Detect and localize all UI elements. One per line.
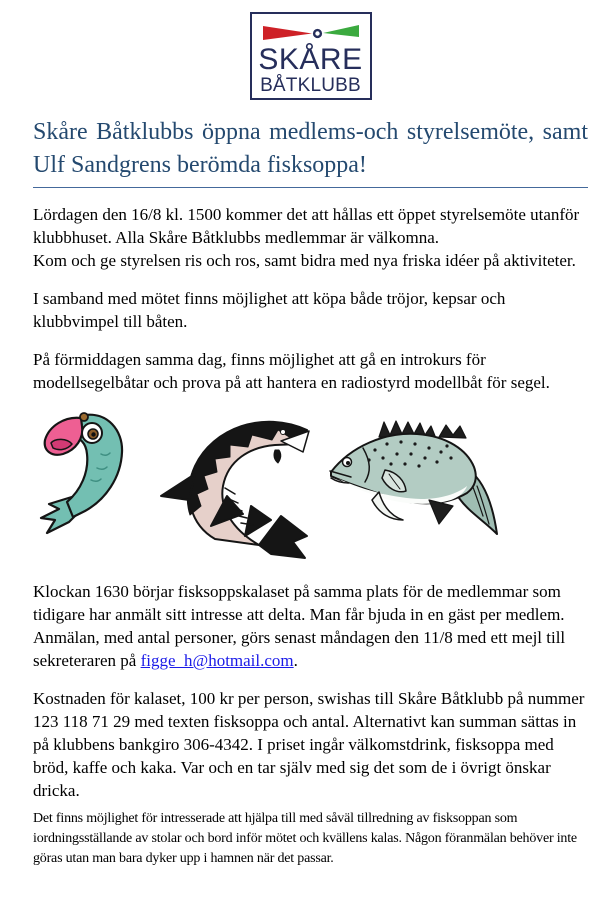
paragraph-volunteer-note: Det finns möjlighet för intresserade att hjälpa till med såväl tillredning av fisksoppan som iordningsställande av stolar och bord inför mötet och kvällens kalas. Någon föranmälan behöver inte göras utan man bara dyker upp i hamnen när det passar. — [33, 811, 577, 866]
zander-fish-drawing-illustration — [327, 420, 515, 542]
paragraph-soup-party-period: . — [293, 651, 298, 670]
burgee-pennant-icon — [260, 24, 362, 44]
paragraph-meeting-info-line: Lördagen den 16/8 kl. 1500 kommer det att hållas ett öppet styrelsemöte utanför klubbhuset. Alla Skåre Båtklubbs medlemmar är välkomna. — [33, 205, 580, 247]
club-logo — [250, 12, 372, 100]
document-content — [33, 116, 588, 869]
paragraph-soup-party-info — [33, 580, 588, 672]
logo-text-batklubb: BÅTKLUBB — [260, 75, 361, 96]
page-title: Skåre Båtklubbs öppna medlems-och styrelsemöte, samt Ulf Sandgrens berömda fisksoppa! — [33, 119, 588, 178]
pike-fish-drawing-illustration — [155, 412, 317, 562]
paragraph-soup-party-text: Klockan 1630 börjar fisksoppskalaset på samma plats för de medlemmar som tidigare har anmält sitt intresse att delta. Man får bjuda in en gäst per medlem. Anmälan, med antal personer, görs senast måndagen den 11/8 med ett mejl till sekreteraren på — [33, 582, 566, 670]
heading-divider — [33, 187, 588, 188]
fish-illustrations — [33, 406, 588, 572]
cartoon-teal-fish-illustration — [35, 408, 130, 536]
logo-text-skare: SKÅRE — [258, 43, 363, 76]
email-link[interactable]: figge_h@hotmail.com — [140, 651, 294, 670]
paragraph-meeting-info — [33, 203, 588, 272]
paragraph-meeting-info-line: Kom och ge styrelsen ris och ros, samt bidra med nya friska idéer på aktiviteter. — [33, 251, 576, 270]
paragraph-model-boat-info: På förmiddagen samma dag, finns möjlighet att gå en introkurs för modellsegelbåtar och prova på att hantera en radiostyrd modellbåt för segel. — [33, 350, 550, 392]
paragraph-merch-info: I samband med mötet finns möjlighet att köpa både tröjor, kepsar och klubbvimpel till båten. — [33, 289, 506, 331]
paragraph-payment-info: Kostnaden för kalaset, 100 kr per person, swishas till Skåre Båtklubb på nummer 123 118 71 29 med texten fisksoppa och antal. Alternativt kan summan sättas in på klubbens bankgiro 306-4342. I priset ingår välkomstdrink, fisksoppa med bröd, kaffe och kaka. Var och en tar själv med sig det som de i övrigt önskar dricka. — [33, 689, 585, 800]
